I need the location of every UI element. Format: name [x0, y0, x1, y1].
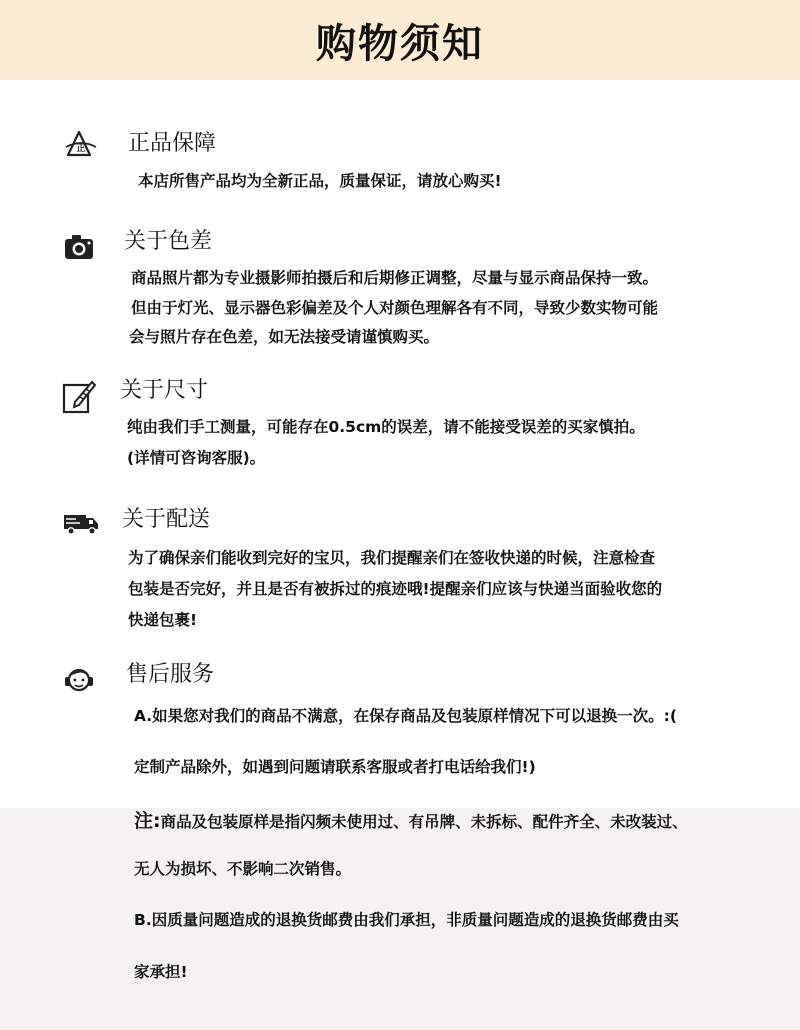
delivery-line-3: 快递包裹! [128, 611, 198, 629]
color-line-3: 会与照片存在色差，如无法接受请谨慎购买。 [129, 328, 440, 346]
header-banner [0, 0, 800, 80]
aftersale-line-a1: A.如果您对我们的商品不满意，在保存商品及包装原样情况下可以退换一次。:( [134, 707, 677, 725]
delivery-line-2: 包装是否完好，并且是否有被拆过的痕迹哦!提醒亲们应该与快递当面验收您的 [128, 580, 663, 598]
section-title-aftersale: 售后服务 [126, 662, 215, 687]
color-line-2: 但由于灯光、显示器色彩偏差及个人对颜色理解各有不同，导致少数实物可能 [131, 299, 659, 317]
note-prefix: 注: [134, 810, 161, 832]
aftersale-note-line1 [134, 806, 688, 833]
genuine-line-1: 本店所售产品均为全新正品，质量保证，请放心购买! [138, 172, 502, 190]
aftersale-line-b2: 家承担! [134, 963, 188, 981]
size-line-1: 纯由我们手工测量，可能存在0.5cm的误差，请不能接受误差的买家慎拍。 [127, 418, 645, 436]
delivery-truck-icon [62, 505, 100, 539]
svg-text:正: 正 [76, 144, 86, 154]
size-line-2: (详情可咨询客服)。 [127, 449, 266, 467]
section-title-color: 关于色差 [124, 229, 213, 254]
section-title-genuine: 正品保障 [128, 131, 217, 156]
aftersale-line-a2: 定制产品除外，如遇到问题请联系客服或者打电话给我们!) [134, 758, 536, 776]
color-line-1: 商品照片都为专业摄影师拍摄后和后期修正调整，尽量与显示商品保持一致。 [131, 269, 659, 287]
delivery-line-1: 为了确保亲们能收到完好的宝贝，我们提醒亲们在签收快递的时候，注意检查 [128, 549, 656, 567]
ruler-pencil-icon [62, 380, 96, 414]
camera-icon [62, 230, 96, 264]
genuine-certification-icon [64, 126, 98, 160]
aftersale-line-b1: B.因质量问题造成的退换货邮费由我们承担，非质量问题造成的退换货邮费由买 [134, 911, 679, 929]
section-title-size: 关于尺寸 [120, 378, 209, 403]
note-text: 商品及包装原样是指闪频未使用过、有吊牌、未拆标、配件齐全、未改装过、 [160, 813, 688, 831]
customer-service-icon [62, 662, 96, 696]
aftersale-note-line2: 无人为损坏、不影响二次销售。 [134, 860, 352, 878]
section-title-delivery: 关于配送 [122, 507, 211, 532]
page-title: 购物须知 [316, 20, 484, 67]
